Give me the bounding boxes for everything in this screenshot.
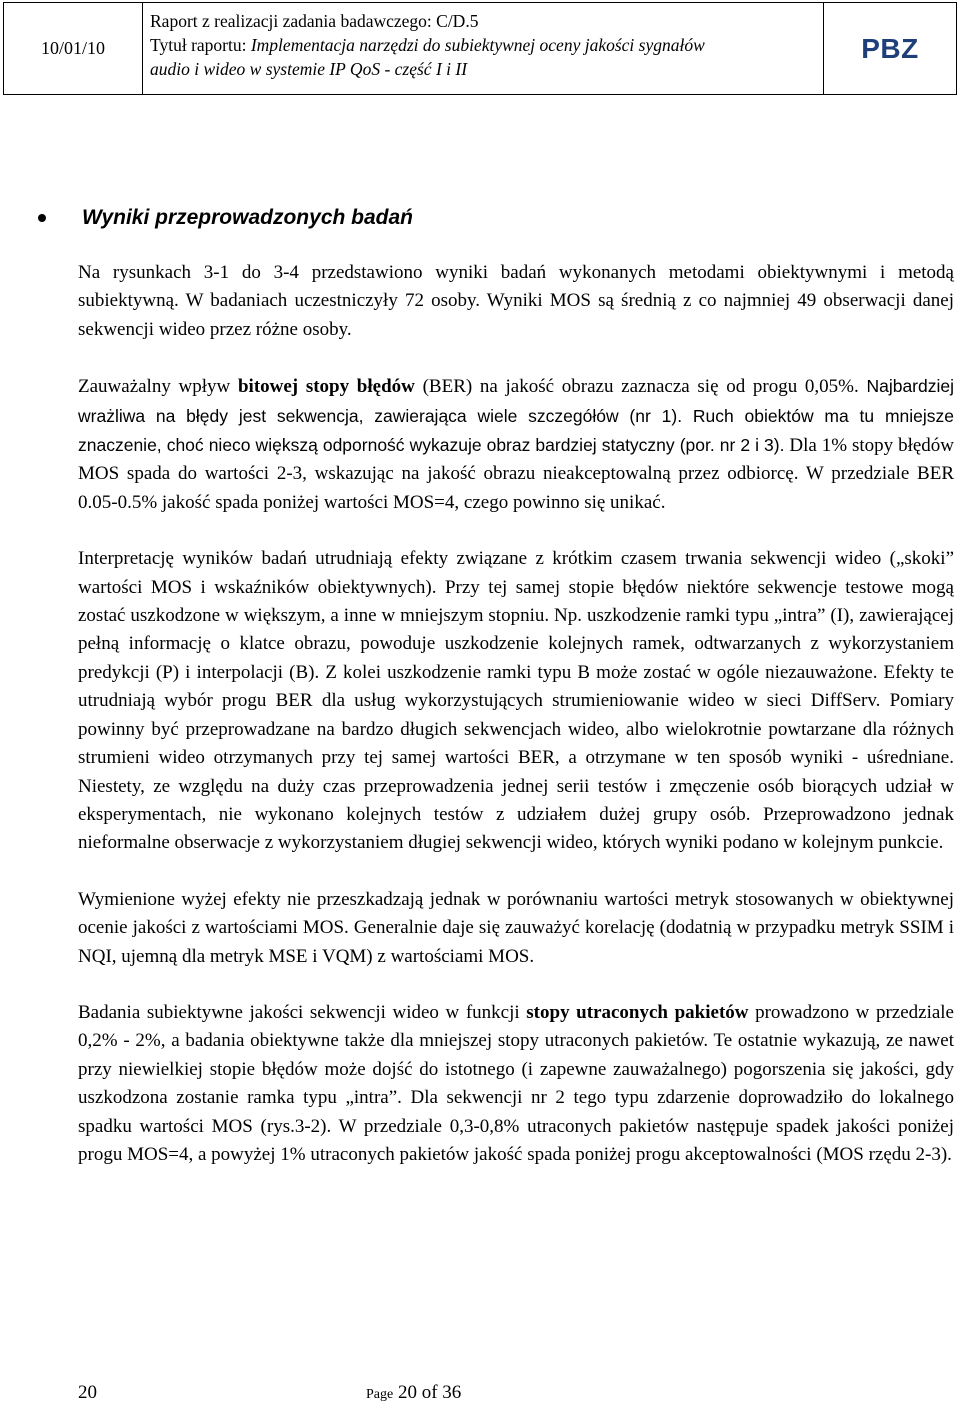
paragraph-2-sans: Najbardziej wrażliwa na błędy jest sekwencja, zawierająca wiele szczegółów (nr 1). Ruch obiektów ma tu mniejsze znaczenie, choć nieco większą odporność wykazuje obraz bardziej statyczny (por. nr 2 i 3). [78,376,954,456]
header-title-label: Tytuł raportu: [150,35,251,55]
section-heading-text: Wyniki przeprowadzonych badań [82,206,413,229]
footer-page-of: 20 of 36 [393,1382,462,1403]
header-report-info [143,3,824,94]
header-title-line1: Implementacja narzędzi do subiektywnej oceny jakości sygnałów [250,35,705,55]
footer-page-word: Page [366,1387,394,1402]
paragraph-1: Na rysunkach 3-1 do 3-4 przedstawiono wyniki badań wykonanych metodami obiektywnymi i metodą subiektywną. W badaniach uczestniczyły 72 osoby. Wyniki MOS są średnią z co najmniej 49 obserwacji danej sekwencji wideo przez różne osoby. [78,262,954,340]
footer-page-number: 20 [78,1382,97,1403]
paragraph-2-bold: bitowej stopy błędów [237,376,415,398]
paragraph-3: Interpretację wyników badań utrudniają efekty związane z krótkim czasem trwania sekwencji wideo („skoki” wartości MOS i wskaźników obiektywnych). Przy tej samej stopie błędów niektóre sekwencje testowe mogą zostać uszkodzone w większym, a inne w mniejszym stopniu. Np. uszkodzenie ramki typu „intra” (I), zawierającej pełną informację o klatce obrazu, powoduje uszkodzenie kolejnych ramek, odtwarzanych z wykorzystaniem predykcji (P) i interpolacji (B). Z kolei uszkodzenie ramki typu B może zostać w ogóle niezauważone. Efekty te utrudniają wybór progu BER dla usług wykorzystujących strumieniowanie wideo w sieci DiffServ. Pomiary powinny być przeprowadzane na bardzo długich sekwencjach wideo, albo wielokrotnie powtarzane dla różnych strumieni wideo otrzymanych przy tej samej wartości BER, a otrzymane w ten sposób wyniki - uśredniane. Niestety, ze względu na duży czas przeprowadzenia jednej serii testów i zmęczenie osób biorących udział w eksperymentach, nie wykonano kolejnych testów z udziałem dużej grupy osób. Przeprowadzono jednak nieformalne obserwacje z wykorzystaniem długiej sekwencji wideo, których wyniki podano w kolejnym punkcie. [78,548,954,854]
header-date: 10/01/10 [4,3,143,94]
paragraph-5 [78,999,954,1169]
paragraph-5-part-a: Badania subiektywne jakości sekwencji wideo w funkcji [78,1001,527,1023]
paragraph-2-part-a: Zauważalny wpływ [78,376,238,398]
paragraph-2-part-c: Dla 1% stopy błędów MOS spada do wartości 2-3, wskazując na jakość obrazu nieakceptowalną przez odbiorcę. W przedziale BER 0.05-0.5% jakość spada poniżej wartości MOS=4, czego powinno się unikać. [78,435,954,513]
paragraph-5-bold: stopy utraconych pakietów [526,1001,749,1023]
footer-page-label [366,1382,461,1404]
page-header [3,2,957,95]
paragraph-5-part-b: prowadzono w przedziale 0,2% - 2%, a badania obiektywne także dla mniejszej stopy utraconych pakietów. Te ostatnie wykazują, ze nawet przy niewielkiej stopie błędów może dojść do istotnego (i zapewne zauważalnego) pogorszenia się jakości, gdy uszkodzona zostanie ramka typu „intra”. Dla sekwencji nr 2 tego typu zdarzenie doprowadziło do lokalnego spadku wartości MOS (rys.3-2). W przedziale 0,3-0,8% utraconych pakietów następuje spadek jakości poniżej progu MOS=4, a powyżej 1% utraconych pakietów jakość spada poniżej progu akceptowalności (MOS rzędu 2-3). [78,1001,954,1165]
paragraph-4: Wymienione wyżej efekty nie przeszkadzają jednak w porównaniu wartości metryk stosowanych w obiektywnej ocenie jakości z wartościami MOS. Generalnie daje się zauważyć korelację (dodatnią w przypadku metryk SSIM i NQI, ujemną dla metryk MSE i VQM) z wartościami MOS. [78,888,954,967]
header-title-line [150,33,823,57]
body-text [78,259,954,1197]
header-brand-logo: PBZ [861,32,919,64]
header-report-line: Raport z realizacji zadania badawczego: C/D.5 [150,11,479,31]
paragraph-2 [78,372,954,517]
section-heading [38,206,413,230]
header-title-line2-text: audio i wideo w systemie IP QoS - część I i II [150,59,468,79]
bullet-icon [38,214,46,222]
header-title-line2 [150,57,823,81]
paragraph-2-part-b: (BER) na jakość obrazu zaznacza się od progu 0,05%. [414,376,867,398]
